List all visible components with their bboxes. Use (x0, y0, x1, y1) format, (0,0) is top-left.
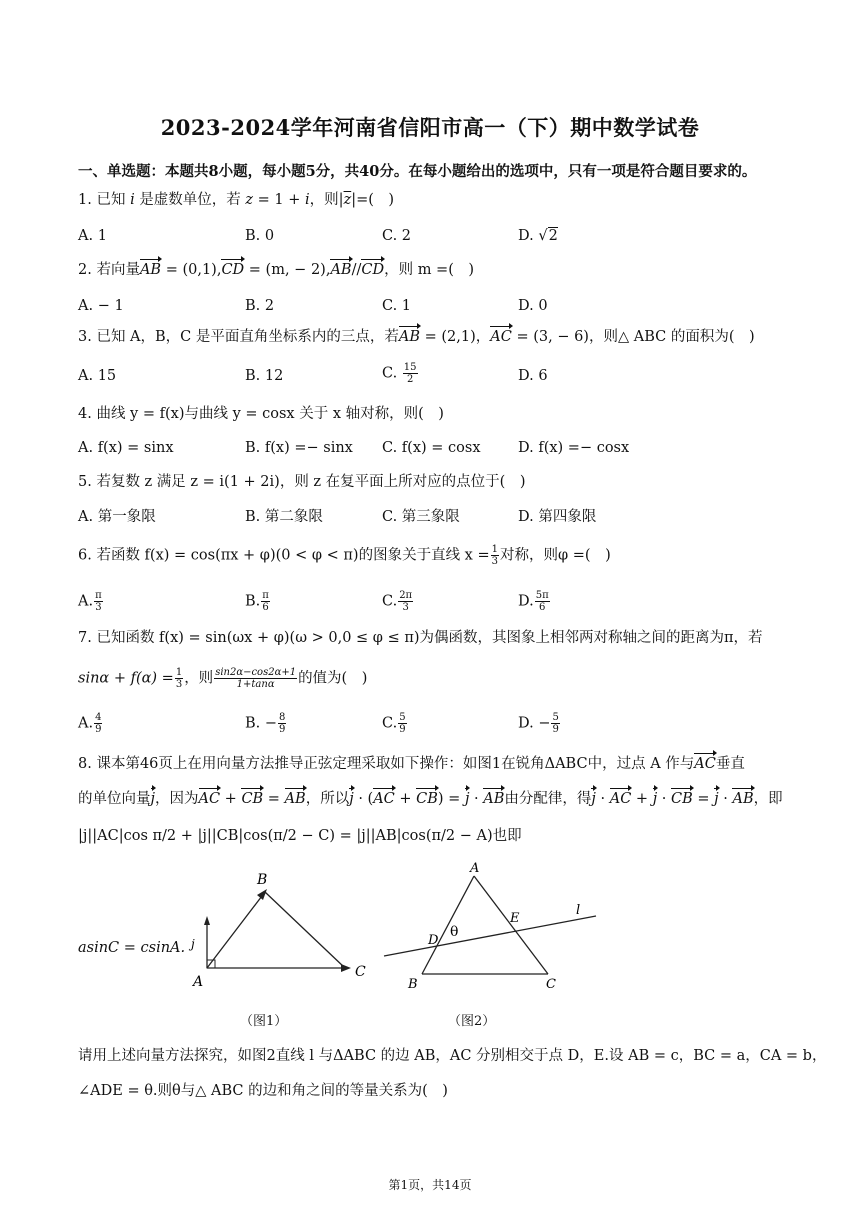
question-4: 4. 曲线 y = f(x)与曲线 y = cosx 关于 x 轴对称，则( ) (78, 406, 444, 422)
q2-option-b[interactable]: B. 2 (245, 298, 275, 314)
fig1-label-a: A (193, 974, 204, 990)
fig2-label-d: D (428, 933, 439, 948)
question-6: 6. 若函数 f(x) = cos(πx + φ)(0 < φ < π)的图象关于直线 x = $\frac{1}{3}$ 对称，则φ =( ) (78, 544, 611, 567)
q1-option-b[interactable]: B. 0 (245, 228, 275, 244)
question-1: 1. 已知 i 是虚数单位，若 z = 1 + i，则$|\overline{z}|=$( ) (78, 192, 395, 208)
question-8-line-3: |j||AC|cos π/2 + |j||CB|cos(π/2 − C) = |j||AB|cos(π/2 − A)也即 (78, 828, 522, 844)
fig2-label-c: C (546, 977, 556, 992)
q5-option-a[interactable]: A. 第一象限 (78, 509, 156, 525)
question-8-line-6: ∠ADE = θ.则θ与△ ABC 的边和角之间的等量关系为( ) (78, 1083, 448, 1099)
q3-option-c[interactable]: C. $\frac{15}{2}$ (382, 362, 417, 385)
question-8-line-1: 8. 课本第46页上在用向量方法推导正弦定理采取如下操作：如图1在锐角ΔABC中，过点 A 作与AC垂直 (78, 756, 745, 772)
q6-option-c[interactable]: C. $\frac{2\pi}{3}$ (382, 590, 413, 613)
figure-1 (185, 862, 385, 1002)
question-7-line-2: sinα + f(α) = $\frac{1}{3}$ ，则 $\frac{\sin 2\alpha-\cos 2\alpha+1}{1+\tan\alpha}$ 的值为( ) (78, 667, 368, 690)
page-footer: 第1页，共14页 (388, 1178, 472, 1192)
question-7-line-1: 7. 已知函数 f(x) = sin(ωx + φ)(ω > 0,0 ≤ φ ≤ π)为偶函数，其图象上相邻两对称轴之间的距离为π，若 (78, 630, 763, 646)
section-heading: 一、单选题：本题共8小题，每小题5分，共40分。在每小题给出的选项中，只有一项是符合题目要求的。 (78, 163, 757, 180)
fig1-label-j: j (191, 937, 195, 951)
q5-option-d[interactable]: D. 第四象限 (518, 509, 597, 525)
q5-option-c[interactable]: C. 第三象限 (382, 509, 460, 525)
q6-option-b[interactable]: B. $\frac{\pi}{6}$ (245, 590, 269, 613)
figure-1-caption: （图1） (240, 1014, 288, 1029)
q3-option-a[interactable]: A. 15 (78, 368, 117, 384)
question-8-line-5: 请用上述向量方法探究，如图2直线 l 与ΔABC 的边 AB，AC 分别相交于点 D，E.设 AB = c，BC = a，CA = b， (78, 1048, 827, 1064)
q4-option-c[interactable]: C. f(x) = cosx (382, 440, 481, 456)
figure-2 (380, 862, 610, 1002)
question-8-line-2: 的单位向量j，因为AC + CB = AB，所以j · (AC + CB) = j · AB由分配律，得j · AC + j · CB = j · AB，即 (78, 791, 783, 807)
q7-option-a[interactable]: A. $\frac{4}{9}$ (78, 712, 102, 735)
fig2-label-e: E (510, 911, 520, 926)
page-title: 2023-2024学年河南省信阳市高一（下）期中数学试卷 (160, 115, 700, 140)
q2-option-a[interactable]: A. − 1 (78, 298, 124, 314)
question-3: 3. 已知 A，B，C 是平面直角坐标系内的三点，若AB = (2,1)，AC = (3, − 6)，则△ ABC 的面积为( ) (78, 329, 755, 345)
fig2-label-a: A (470, 862, 480, 876)
q2-option-c[interactable]: C. 1 (382, 298, 412, 314)
fig2-label-b: B (408, 977, 418, 992)
question-2: 2. 若向量AB = (0,1),CD = (m, − 2),AB//CD，则 m =( ) (78, 262, 475, 278)
q2-option-d[interactable]: D. 0 (518, 298, 548, 314)
q7-option-b[interactable]: B. − $\frac{8}{9}$ (245, 712, 286, 735)
fig2-label-theta: θ (450, 924, 459, 940)
q7-option-d[interactable]: D. − $\frac{5}{9}$ (518, 712, 559, 735)
q6-option-d[interactable]: D. $\frac{5\pi}{6}$ (518, 590, 549, 613)
q3-option-d[interactable]: D. 6 (518, 368, 548, 384)
q6-option-a[interactable]: A. $\frac{\pi}{3}$ (78, 590, 102, 613)
q4-option-d[interactable]: D. f(x) =− cosx (518, 440, 630, 456)
figure-2-caption: （图2） (448, 1014, 496, 1029)
q1-option-d[interactable]: D. √2 (518, 228, 558, 244)
q7-option-c[interactable]: C. $\frac{5}{9}$ (382, 712, 406, 735)
fig1-label-b: B (257, 872, 268, 888)
q1-option-a[interactable]: A. 1 (78, 228, 107, 244)
question-5: 5. 若复数 z 满足 z = i(1 + 2i)，则 z 在复平面上所对应的点位于( ) (78, 474, 526, 490)
question-8-line-4: asinC = csinA. (78, 940, 186, 956)
q1-option-c[interactable]: C. 2 (382, 228, 412, 244)
fig2-label-l: l (576, 903, 581, 918)
fig1-label-c: C (355, 964, 366, 980)
q3-option-b[interactable]: B. 12 (245, 368, 284, 384)
q5-option-b[interactable]: B. 第二象限 (245, 509, 323, 525)
q4-option-b[interactable]: B. f(x) =− sinx (245, 440, 353, 456)
q4-option-a[interactable]: A. f(x) = sinx (78, 440, 174, 456)
